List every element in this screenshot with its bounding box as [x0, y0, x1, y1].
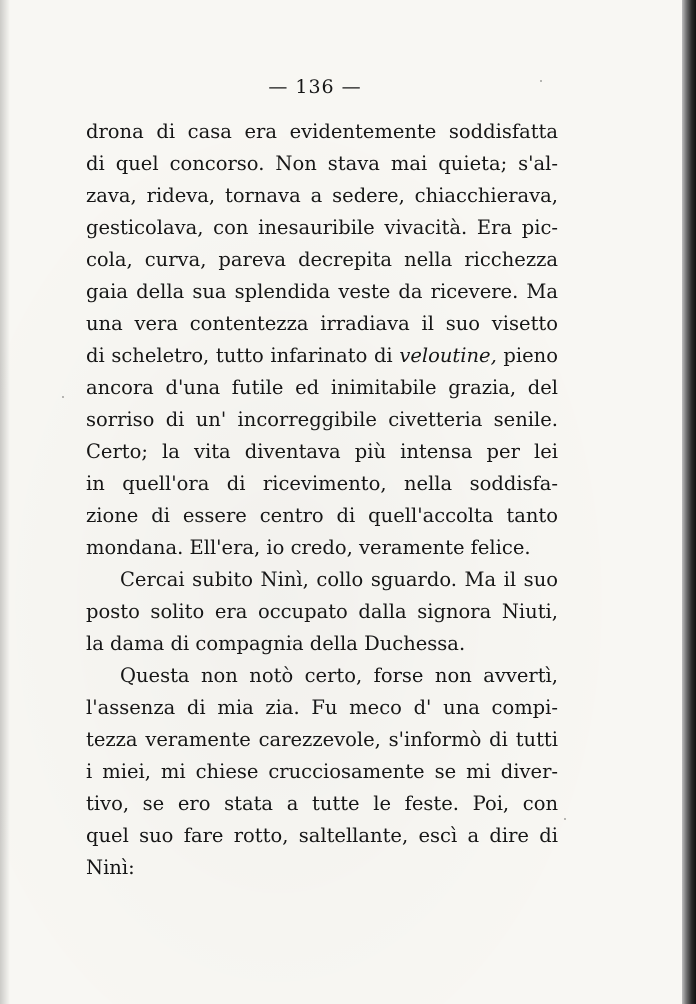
text-line: cola, curva, pareva decrepita nella ricchezza — [86, 248, 558, 271]
scan-speck — [564, 818, 566, 820]
text-line: tivo, se ero stata a tutte le feste. Poi, con — [86, 792, 558, 815]
text-line: gaia della sua splendida veste da ricevere. Ma — [86, 280, 558, 303]
text-line: di quel concorso. Non stava mai quieta; s'al- — [86, 152, 558, 175]
text-line: Questa non notò certo, forse non avvertì, — [120, 664, 558, 687]
scan-speck — [540, 80, 542, 82]
text-line: i miei, mi chiese crucciosamente se mi diver- — [86, 760, 558, 783]
text-line: ancora d'una futile ed inimitabile grazia, del — [86, 376, 558, 399]
text-line: mondana. Ell'era, io credo, veramente felice. — [86, 536, 531, 559]
text-line: Cercai subito Ninì, collo sguardo. Ma il suo — [120, 568, 558, 591]
text-line: gesticolava, con inesauribile vivacità. Era pic- — [86, 216, 558, 239]
text-segment: di scheletro, tutto infarinato di — [86, 344, 400, 367]
text-line: zione di essere centro di quell'accolta tanto — [86, 504, 558, 527]
text-line: sorriso di un' incorreggibile civetteria senile. — [86, 408, 558, 431]
page-right-edge — [682, 0, 696, 1004]
text-line: Ninì: — [86, 856, 135, 879]
page-number: — 136 — — [268, 76, 362, 98]
body-text — [86, 116, 558, 884]
text-line: tezza veramente carezzevole, s'informò di tutti — [86, 728, 558, 751]
text-line: posto solito era occupato dalla signora Niuti, — [86, 600, 558, 623]
text-line: una vera contentezza irradiava il suo visetto — [86, 312, 558, 335]
text-line: Certo; la vita diventava più intensa per lei — [86, 440, 558, 463]
text-line-with-italic — [86, 340, 558, 372]
text-line: l'assenza di mia zia. Fu meco d' una compi- — [86, 696, 558, 719]
text-line: drona di casa era evidentemente soddisfatta — [86, 120, 558, 143]
italic-word: veloutine, — [399, 344, 497, 367]
scan-speck — [62, 396, 64, 398]
text-line: quel suo fare rotto, saltellante, escì a dire di — [86, 824, 558, 847]
scan-speck — [290, 640, 292, 642]
page-left-shadow — [0, 0, 10, 1004]
text-line: la dama di compagnia della Duchessa. — [86, 632, 466, 655]
text-segment: pieno — [496, 344, 558, 367]
text-line: in quell'ora di ricevimento, nella soddisfa- — [86, 472, 558, 495]
text-line: zava, rideva, tornava a sedere, chiacchierava, — [86, 184, 558, 207]
